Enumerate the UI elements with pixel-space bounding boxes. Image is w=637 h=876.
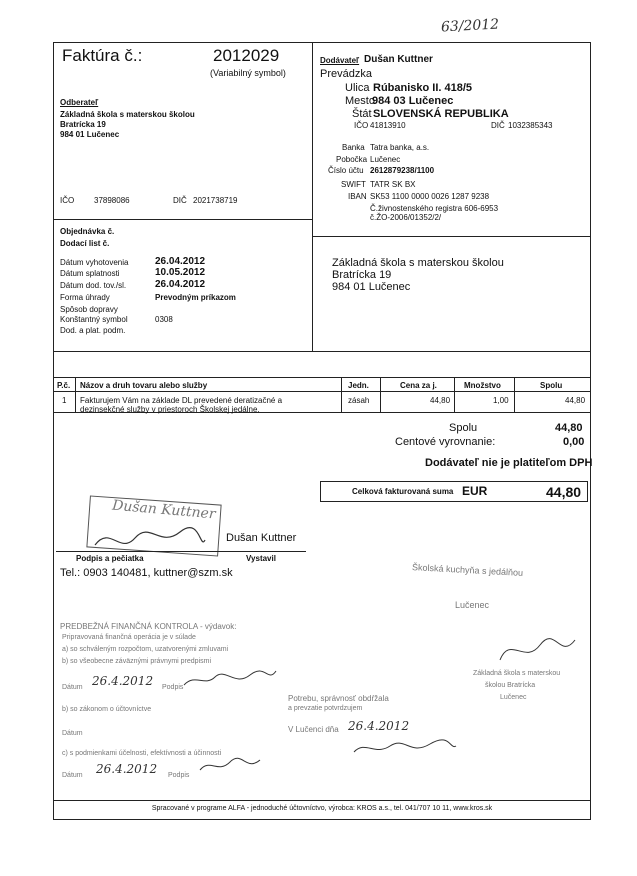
variable-symbol-label: (Variabilný symbol)	[210, 68, 286, 78]
items-header-divider	[53, 391, 591, 392]
total-amount: 44,80	[546, 484, 582, 500]
control-line6: a prevzatie potvrdzujem	[288, 705, 363, 712]
right-stamp-line1: Základná škola s materskou	[473, 670, 561, 677]
iban-number: SK53 1100 0000 0026 1287 9238	[370, 192, 490, 201]
issue-date: 26.04.2012	[155, 256, 206, 267]
branch-name: Lučenec	[370, 155, 401, 164]
handwritten-invoice-number: 63/2012	[440, 16, 500, 36]
row-unit: zásah	[348, 396, 370, 405]
header-total: Spolu	[540, 381, 563, 390]
delivery-date: 26.04.2012	[155, 279, 206, 290]
customer-ico: 37898086	[94, 196, 130, 205]
sign-label: Podpis a pečiatka	[76, 554, 144, 563]
stamp-name: Dušan Kuttner	[111, 497, 217, 523]
total-currency: EUR	[462, 484, 488, 498]
due-date: 10.05.2012	[155, 267, 206, 278]
supplier-city: 984 03 Lučenec	[372, 95, 454, 107]
customer-name: Základná škola s materskou školou	[60, 110, 195, 119]
street-label: Ulica	[345, 82, 370, 94]
invoice-label: Faktúra č.:	[62, 46, 143, 65]
control-date3: 26.4.2012	[96, 762, 158, 776]
delivery-name: Základná škola s materskou školou	[332, 257, 504, 269]
delivery-city: 984 01 Lučenec	[332, 281, 411, 293]
customer-dic-label: DIČ	[173, 196, 187, 205]
payment-form-label: Forma úhrady	[60, 293, 110, 302]
col-divider-4	[454, 377, 455, 413]
header-unit: Jedn.	[348, 381, 369, 390]
control-title: PREDBEŽNÁ FINANČNÁ KONTROLA - výdavok:	[60, 622, 237, 631]
swift-code: TATR SK BX	[370, 180, 416, 189]
rounding-label: Centové vyrovnanie:	[395, 436, 496, 448]
control-line5: Potrebu, správnosť obdŕžala	[288, 694, 389, 703]
payment-form: Prevodným príkazom	[155, 293, 236, 302]
supplier-state: SLOVENSKÁ REPUBLIKA	[373, 108, 509, 120]
customer-dic: 2021738719	[193, 196, 238, 205]
invoice-number: 2012029	[213, 46, 280, 65]
issued-label: Vystavil	[246, 554, 276, 563]
constant-symbol: 0308	[155, 315, 173, 324]
city-date-label: V Lučenci dňa	[288, 725, 339, 734]
branch-label: Pobočka	[336, 155, 368, 164]
issue-date-label: Dátum vyhotovenia	[60, 258, 129, 267]
control-signature2	[350, 736, 460, 760]
constant-symbol-label: Konštantný symbol	[60, 315, 128, 324]
register-line1: Č.živnostenského registra 606-6953	[370, 204, 499, 213]
header-no: P.č.	[57, 381, 71, 390]
control-date-label2: Dátum	[62, 730, 83, 737]
account-label: Číslo účtu	[328, 166, 364, 175]
row-quantity: 1,00	[493, 396, 509, 405]
section-divider	[53, 351, 591, 352]
delivery-date-label: Dátum dod. tov./sl.	[60, 281, 127, 290]
delivery-terms-label: Dod. a plat. podm.	[60, 326, 126, 335]
school-stamp-city: Lučenec	[455, 600, 490, 610]
total-label: Celková fakturovaná suma	[352, 487, 454, 496]
control-line1: Pripravovaná finančná operácia je v súlade	[62, 634, 196, 641]
control-sign-label3: Podpis	[168, 772, 190, 779]
control-line2: a) so schváleným rozpočtom, uzatvorenými zmluvami	[62, 646, 229, 653]
right-stamp-line3: Lučenec	[500, 694, 527, 701]
row-description-line2: dezinsekčné služby v priestoroch Školskej jedálne.	[80, 405, 260, 414]
register-line2: č.ŽO-2006/01352/2/	[370, 213, 442, 222]
account-number: 2612879238/1100	[370, 166, 435, 175]
supplier-name: Dušan Kuttner	[364, 54, 433, 65]
right-stamp-line2: školou Bratrícka	[485, 682, 536, 689]
control-line7: c) s podmienkami účelnosti, efektívnosti a účinnosti	[62, 750, 222, 757]
control-sign-label1: Podpis	[162, 684, 184, 691]
supplier-divider	[312, 236, 591, 237]
state-label: Štát	[352, 108, 372, 120]
shipping-label: Spôsob dopravy	[60, 305, 118, 314]
phone-line: Tel.: 0903 140481, kuttner@szm.sk	[60, 567, 233, 579]
iban-label: IBAN	[348, 192, 367, 201]
control-signature1	[180, 665, 280, 693]
signature-line	[56, 551, 306, 552]
delivery-street: Bratrícka 19	[332, 269, 392, 281]
row-total: 44,80	[565, 396, 586, 405]
invoice-frame	[53, 42, 591, 820]
signer-name: Dušan Kuttner	[226, 532, 297, 544]
header-name: Názov a druh tovaru alebo služby	[80, 381, 208, 390]
col-divider-3	[380, 377, 381, 413]
customer-city: 984 01 Lučenec	[60, 130, 120, 139]
customer-street: Bratrícka 19	[60, 120, 106, 129]
swift-label: SWIFT	[341, 180, 366, 189]
city-date: 26.4.2012	[348, 719, 410, 733]
bank-label: Banka	[342, 143, 365, 152]
supplier-street: Rúbanisko II. 418/5	[373, 82, 473, 94]
control-date-label3: Dátum	[62, 772, 83, 779]
bank-name: Tatra banka, a.s.	[370, 143, 430, 152]
footer-text: Spracované v programe ALFA - jednoduché účtovníctvo, výrobca: KROS a.s., tel. 041/707 10 11, www.kros.sk	[151, 805, 493, 812]
school-stamp: Školská kuchyňa s jedálňou	[411, 562, 524, 578]
row-unit-price: 44,80	[430, 396, 451, 405]
supplier-ico: 41813910	[370, 121, 406, 130]
supplier-dic: 1032385343	[508, 121, 553, 130]
control-date-label1: Dátum	[62, 684, 83, 691]
control-line3: b) so všeobecne záväznými právnymi predpismi	[62, 658, 212, 665]
customer-label: Odberateľ	[60, 98, 99, 107]
vat-note: Dodávateľ nie je platiteľom DPH	[425, 457, 593, 469]
order-label: Objednávka č.	[60, 227, 115, 236]
control-line4: b) so zákonom o účtovníctve	[62, 706, 152, 713]
due-date-label: Dátum splatnosti	[60, 269, 120, 278]
row-description-line1: Fakturujem Vám na základe DL prevedené deratizačné a	[80, 396, 283, 405]
footer-divider	[53, 800, 591, 801]
row-no: 1	[62, 396, 67, 405]
col-divider-1	[75, 377, 76, 413]
sum-value: 44,80	[555, 422, 583, 434]
supplier-label: Dodávateľ	[320, 56, 360, 65]
supplier-dic-label: DIČ	[491, 121, 505, 130]
col-divider-5	[514, 377, 515, 413]
col-divider-2	[341, 377, 342, 413]
header-unit-price: Cena za j.	[400, 381, 437, 390]
rounding-value: 0,00	[563, 436, 585, 448]
control-signature3	[196, 752, 266, 778]
sum-label: Spolu	[449, 422, 478, 434]
city-label: Mesto	[345, 95, 375, 107]
delivery-note-label: Dodací list č.	[60, 239, 110, 248]
customer-ico-label: IČO	[60, 196, 75, 205]
header-divider	[312, 42, 313, 351]
right-signature	[490, 630, 580, 670]
supplier-ico-label: IČO	[354, 121, 369, 130]
header-quantity: Množstvo	[464, 381, 501, 390]
customer-divider	[53, 219, 312, 220]
premises-label: Prevádzka	[320, 68, 372, 80]
control-date1: 26.4.2012	[92, 674, 154, 688]
